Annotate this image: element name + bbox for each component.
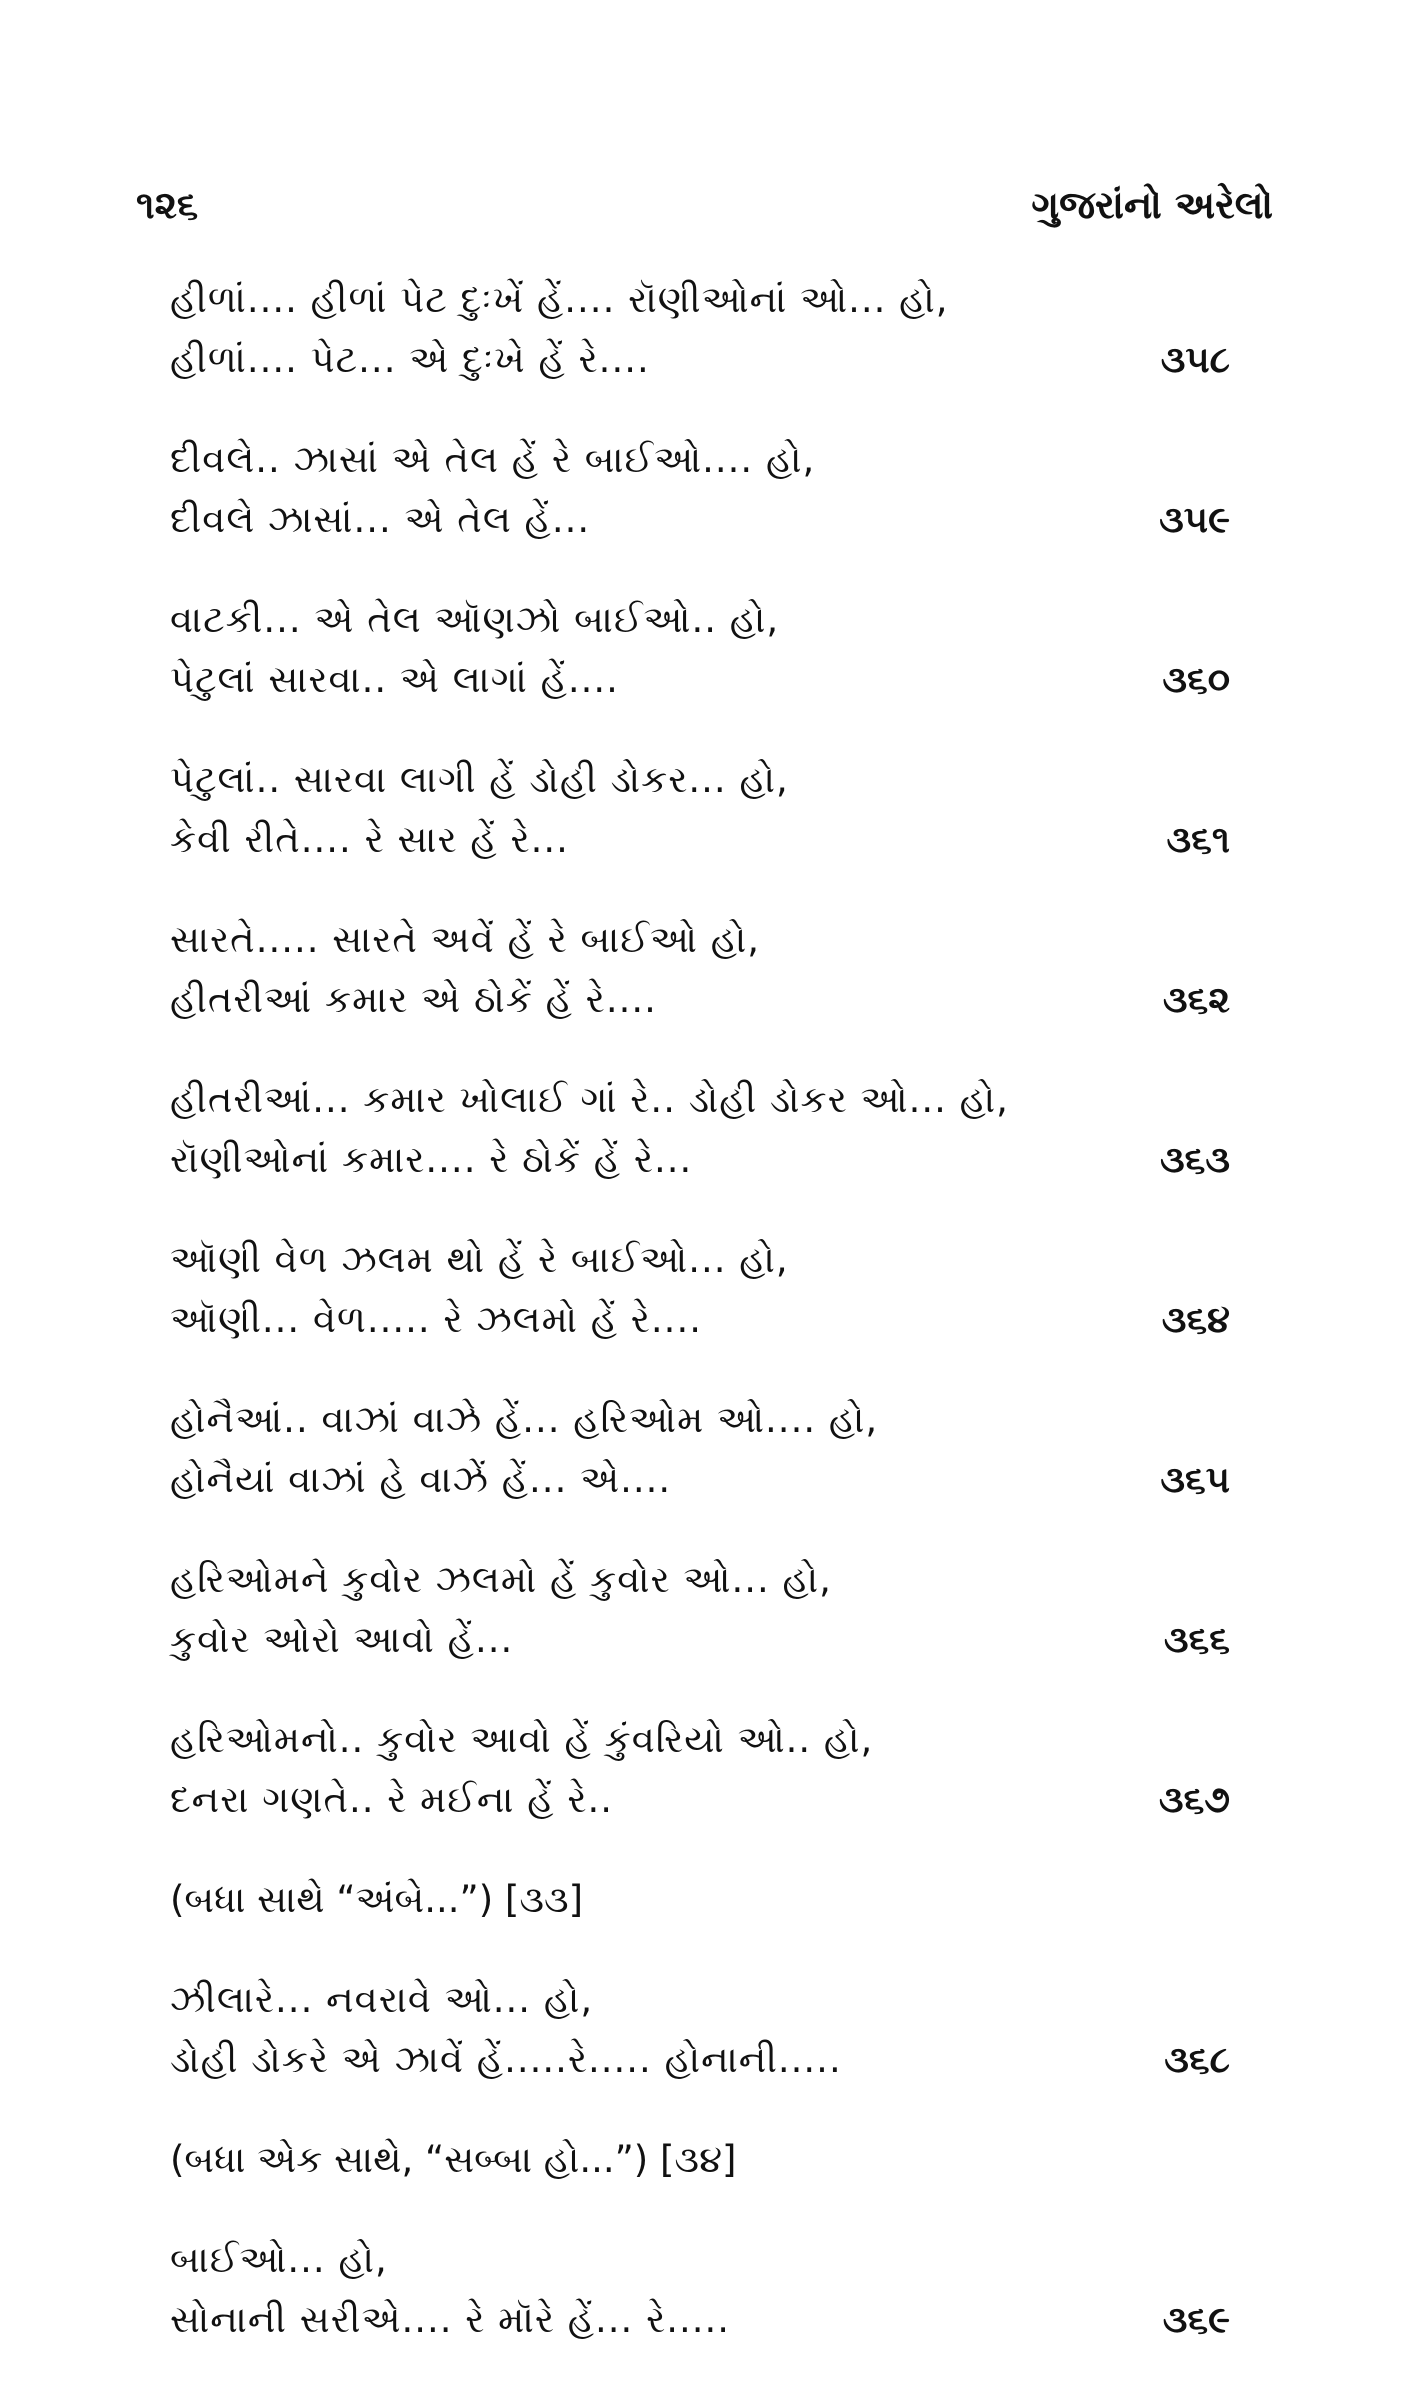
- stanza: [170, 750, 1250, 870]
- verse-line: પેટુલાં સારવા.. એ લાગાં હેં....: [170, 658, 619, 701]
- verse-number: ૩૫૮: [1160, 338, 1230, 381]
- verse-number: ૩૬૮: [1164, 2038, 1230, 2081]
- verse-line: રૉણીઓનાં કમાર.... રે ઠોકેં હેં રે...: [170, 1138, 693, 1181]
- verse-line: હોનૈયાં વાઝાં હે વાઝેં હેં... એ....: [170, 1458, 672, 1501]
- chorus-note: (બધા સાથે “અંબે...”) [૩૩]: [170, 1878, 584, 1921]
- stanza: [170, 1550, 1250, 1670]
- stanza: [170, 270, 1250, 390]
- verse-line: દીવલે.. ઝાસાં એ તેલ હેં રે બાઈઓ.... હો,: [170, 438, 816, 481]
- verse-line: ઝીલારે... નવરાવે ઓ... હો,: [170, 1978, 594, 2021]
- verse-line: પેટુલાં.. સારવા લાગી હેં ડોહી ડોકર... હો,: [170, 758, 789, 801]
- verse-line: હોનૈઆં.. વાઝાં વાઝે હેં... હરિઓમ ઓ.... હો,: [170, 1398, 879, 1441]
- stanza: [170, 910, 1250, 1030]
- verse-line: હીતરીઆં કમાર એ ઠોકેં હેં રે....: [170, 978, 657, 1021]
- verse-line: દનરા ગણતે.. રે મઈના હેં રે..: [170, 1778, 613, 1821]
- verse-number: ૩૬૯: [1162, 2298, 1230, 2341]
- verse-line: હરિઓમનો.. કુવોર આવો હેં કુંવરિયો ઓ.. હો,: [170, 1718, 874, 1761]
- verse-line: હીતરીઆં... કમાર ખોલાઈ ગાં રે.. ડોહી ડોકર ઓ... હો,: [170, 1078, 1009, 1121]
- verse-number: ૩૬૨: [1162, 978, 1230, 1021]
- verse-number: ૩૬૫: [1160, 1458, 1230, 1501]
- verse-line: હીળાં.... પેટ... એ દુઃખે હેં રે....: [170, 338, 650, 381]
- stanza: [170, 430, 1250, 550]
- stanza: [170, 590, 1250, 710]
- verse-line: દીવલે ઝાસાં... એ તેલ હેં...: [170, 498, 591, 541]
- verse-number: ૩૬૪: [1161, 1298, 1230, 1341]
- verse-number: ૩૬૦: [1162, 658, 1230, 701]
- verse-number: ૩૬૩: [1159, 1138, 1230, 1181]
- page-number: ૧૨૬: [136, 183, 199, 227]
- verse-line: સોનાની સરીએ.... રે મૉરે હેં... રે.....: [170, 2298, 731, 2341]
- verse-line: ડોહી ડોકરે એ ઝાવેં હેં.....રે..... હોનાની.....: [170, 2038, 842, 2081]
- verse-number: ૩૬૧: [1166, 818, 1230, 861]
- verse-line: ઑણી... વેળ..... રે ઝલમો હેં રે....: [170, 1298, 702, 1341]
- stanza: [170, 1070, 1250, 1190]
- verse-number: ૩૫૯: [1159, 498, 1230, 541]
- stanza: [170, 1710, 1250, 1830]
- stanza: [170, 1230, 1250, 1350]
- verse-line: કુવોર ઓરો આવો હેં...: [170, 1618, 514, 1661]
- stanza: [170, 1970, 1250, 2090]
- verse-line: કેવી રીતે.... રે સાર હેં રે...: [170, 818, 569, 861]
- verse-line: હીળાં.... હીળાં પેટ દુઃખેં હેં.... રૉણીઓનાં ઓ... હો,: [170, 278, 949, 321]
- verse-line: ઑણી વેળ ઝલમ થો હેં રે બાઈઓ... હો,: [170, 1238, 789, 1281]
- stanza: [170, 2230, 1250, 2350]
- verse-line: બાઈઓ... હો,: [170, 2238, 388, 2281]
- verse-line: સારતે..... સારતે અવેં હેં રે બાઈઓ હો,: [170, 918, 761, 961]
- running-title: ગુજરાંનો અરેલો: [1031, 183, 1273, 227]
- stanza: [170, 1390, 1250, 1510]
- verse-line: વાટકી... એ તેલ ઑણઝો બાઈઓ.. હો,: [170, 598, 780, 641]
- verse-body: [170, 270, 1250, 2390]
- verse-line: હરિઓમને કુવોર ઝલમો હેં કુવોર ઓ... હો,: [170, 1558, 832, 1601]
- verse-number: ૩૬૬: [1163, 1618, 1230, 1661]
- verse-number: ૩૬૭: [1158, 1778, 1230, 1821]
- chorus-note: (બધા એક સાથે, “સબ્બા હો...”) [૩૪]: [170, 2138, 737, 2181]
- page-header: [136, 183, 1273, 243]
